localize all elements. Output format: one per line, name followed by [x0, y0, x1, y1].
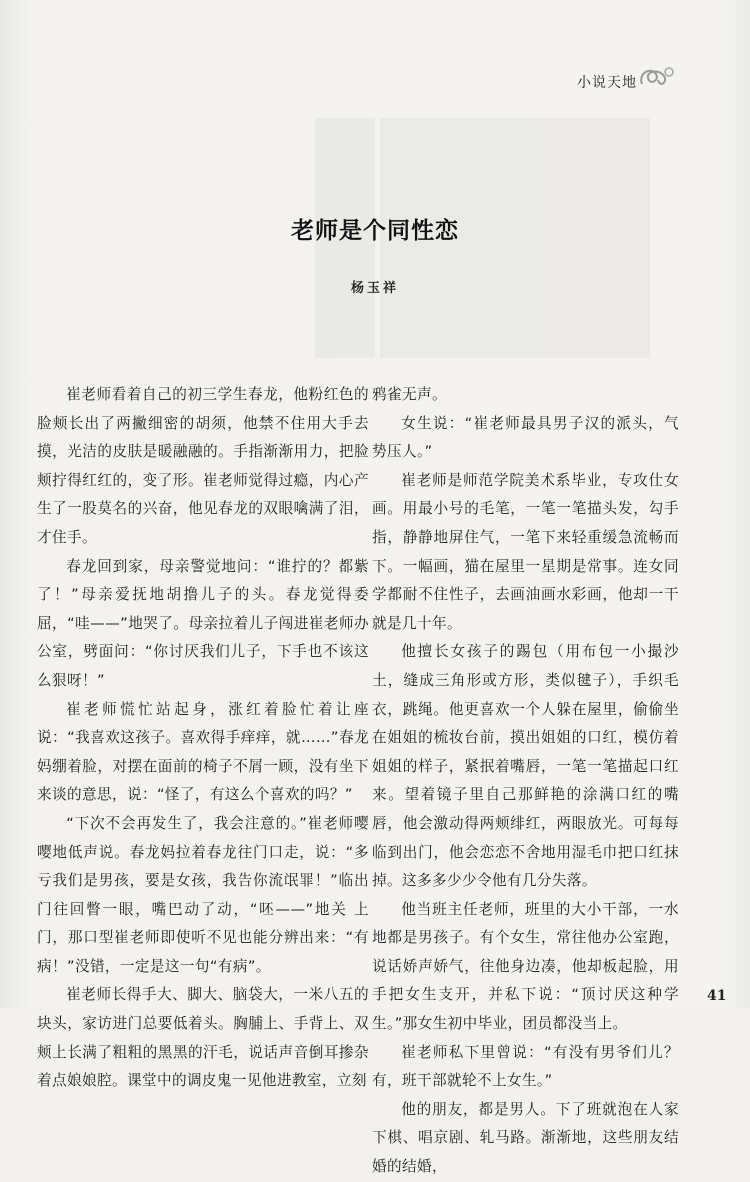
paragraph: 崔老师长得手大、脚大、脑袋大，一米八五的块头，家访进门总要低着头。胸脯上、手背上、双颊上长满了粗粗的黑黑的汗毛，说话声音倒耳掺杂着点娘娘腔。课堂中的调皮鬼一见他进教室，立刻 — [37, 986, 369, 1090]
article-author: 杨玉祥 — [350, 281, 399, 296]
paragraph: “下次不会再发生了，我会注意的。”崔老师嘤嘤地低声说。春龙妈拉着春龙往门口走，说：“多亏我们是男孩，要是女孩，我告你流氓罪！”临出门往回瞥一眼，嘴巴动了动，“呸——”地关 上门，那口型崔老师即使听不见也能分辨出来：“有病！”没错，一定是这一句“有病”。 — [37, 814, 369, 975]
paragraph: 女生说：“崔老师最具男子汉的派头，气势压人。” — [372, 414, 679, 461]
paragraph: 崔老师是师范学院美术系毕业，专攻仕女画。用最小号的毛笔，一笔一笔描头发，勾手指，静静地屏住气，一笔下来轻重缓急流畅而下。一幅画，猫在屋里一星期是常事。连女同学都耐不住性子，去画油画水彩画，他却一干就是几十年。 — [372, 471, 679, 632]
left-column — [37, 381, 369, 1096]
article-title: 老师是个同性恋 — [291, 218, 459, 244]
paragraph: 崔老师看着自己的初三学生春龙，他粉红色的脸颊长出了两撇细密的胡须，他禁不住用大手去摸，光洁的皮肤是暖融融的。手指渐渐用力，把脸颊拧得红红的，变了形。崔老师觉得过瘾，内心产生了一股莫名的兴奋，他见春龙的双眼噙满了泪，才住手。 — [37, 386, 369, 546]
paragraph-continuation: 鸦雀无声。 — [372, 386, 447, 403]
paragraph: 他当班主任老师，班里的大小干部，一水地都是男孩子。有个女生，常往他办公室跑，说话娇声娇气，往他身边凑，他却板起脸，用手把女生支开，并私下说：“顶讨厌这种学生。”那女生初中毕业，团员都没当上。 — [372, 900, 679, 1033]
section-label: 小说天地 — [577, 75, 637, 91]
page-number: 41 — [707, 988, 727, 1004]
paragraph: 他的朋友，都是男人。下了班就泡在人家下棋、唱京剧、轧马路。渐渐地，这些朋友结婚的结婚， — [372, 1100, 679, 1176]
paragraph: 春龙回到家，母亲警觉地问：“谁拧的？都紫了！”母亲爱抚地胡撸儿子的头。春龙觉得委屈，“哇——”地哭了。母亲拉着儿子闯进崔老师办公室，劈面问：“你讨厌我们儿子，下手也不该这么狠呀！” — [37, 557, 369, 689]
paragraph: 崔老师慌忙站起身，涨红着脸忙着让座说：“我喜欢这孩子。喜欢得手痒痒，就……”春龙妈绷着脸，对摆在面前的椅子不屑一顾，没有坐下来谈的意思，说：“怪了，有这么个喜欢的吗？” — [37, 700, 369, 804]
right-column — [372, 381, 679, 1182]
section-swirl-icon — [636, 62, 676, 92]
paragraph: 他擅长女孩子的踢包（用布包一小撮沙土，缝成三角形或方形，类似毽子），手织毛衣，跳绳。他更喜欢一个人躲在屋里，偷偷坐在姐姐的梳妆台前，摸出姐姐的口红，模仿着姐姐的样子，紧抿着嘴唇，一笔一笔描起口红来。望着镜子里自己那鲜艳的涂满口红的嘴唇，他会激动得两颊绯红，两眼放光。可每每临到出门，他会恋恋不舍地用湿毛巾把口红抹掉。这多多少少令他有几分失落。 — [372, 643, 679, 890]
paragraph: 崔老师私下里曾说：“有没有男爷们儿？有，班干部就轮不上女生。” — [372, 1043, 679, 1090]
